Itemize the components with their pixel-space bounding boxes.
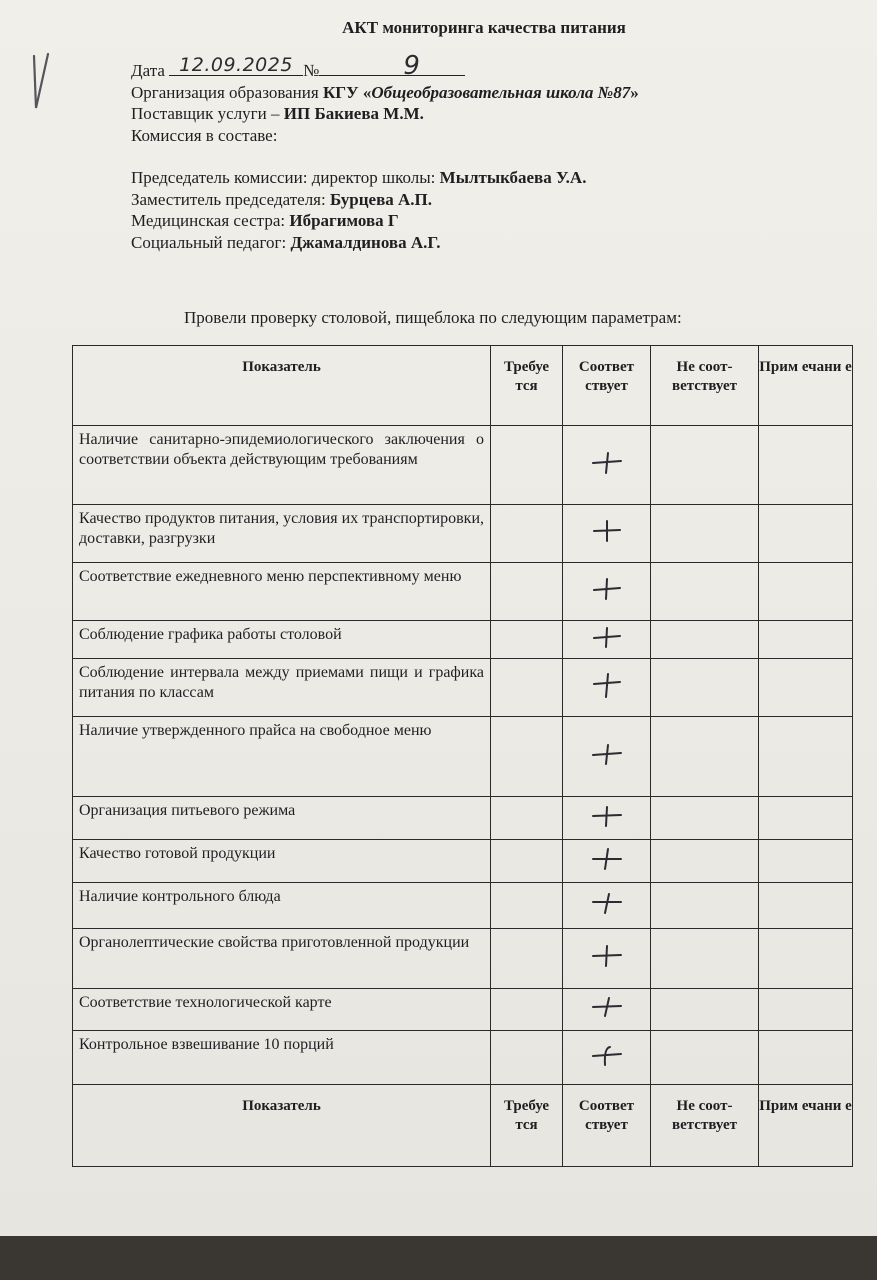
cell-required: [491, 840, 563, 883]
cell-required: [491, 929, 563, 989]
header-not-complies: Не соот-ветствует: [651, 346, 759, 426]
row-indicator: Соблюдение графика работы столовой: [73, 621, 491, 659]
cell-required: [491, 505, 563, 563]
cell-not-complies: [651, 505, 759, 563]
cell-required: [491, 717, 563, 797]
member-name: Мылтыкбаева У.А.: [439, 168, 587, 187]
table-row: [73, 563, 853, 621]
cell-complies: [563, 989, 651, 1031]
member-role: Социальный педагог:: [131, 232, 287, 252]
table-row: [73, 621, 853, 659]
cell-complies: [563, 621, 651, 659]
cell-complies: [563, 426, 651, 505]
cell-not-complies: [651, 989, 759, 1031]
member-line: [131, 189, 639, 211]
plus-mark-icon: [590, 803, 624, 829]
member-name: Бурцева А.П.: [329, 189, 433, 209]
table-row: [73, 426, 853, 505]
member-line: [131, 210, 639, 232]
org-value-suffix: »: [630, 82, 639, 102]
cell-note: [759, 563, 853, 621]
plus-mark-icon: [590, 741, 624, 767]
inspection-table: [72, 345, 853, 1167]
cell-note: [759, 1031, 853, 1085]
member-line: [131, 167, 639, 189]
member-role: Председатель комиссии: директор школы:: [131, 168, 436, 187]
cell-required: [491, 797, 563, 840]
header-complies: Соответ ствует: [563, 1085, 651, 1167]
table-row: [73, 505, 853, 563]
cell-not-complies: [651, 883, 759, 929]
commission-label: Комиссия в составе:: [131, 125, 278, 145]
cell-note: [759, 883, 853, 929]
member-name: Ибрагимова Г: [289, 211, 399, 230]
table-header-row: [73, 346, 853, 426]
header-indicator: Показатель: [73, 1085, 491, 1167]
cell-required: [491, 989, 563, 1031]
cell-complies: [563, 563, 651, 621]
number-field: [319, 50, 465, 81]
table-row: [73, 883, 853, 929]
org-line: [131, 82, 639, 104]
cell-complies: [563, 1031, 651, 1085]
cell-note: [759, 505, 853, 563]
row-indicator: Качество готовой продукции: [73, 840, 491, 883]
number-label: №: [303, 61, 320, 80]
header-note: Прим ечани е: [759, 346, 853, 426]
header-note: Прим ечани е: [759, 1085, 853, 1167]
plus-mark-icon: [590, 624, 624, 650]
cell-note: [759, 426, 853, 505]
cell-not-complies: [651, 659, 759, 717]
cell-required: [491, 1031, 563, 1085]
row-indicator: Соответствие технологической карте: [73, 989, 491, 1031]
cell-required: [491, 563, 563, 621]
header-complies: Соответ ствует: [563, 346, 651, 426]
cell-not-complies: [651, 563, 759, 621]
table-row: [73, 840, 853, 883]
date-label: Дата: [131, 61, 165, 80]
table-row: [73, 659, 853, 717]
table-row: [73, 1031, 853, 1085]
date-line: [131, 50, 639, 82]
org-label: Организация образования: [131, 82, 319, 102]
cell-not-complies: [651, 1031, 759, 1085]
plus-mark-icon: [590, 1042, 624, 1068]
handwritten-check-icon: [28, 50, 54, 112]
row-indicator: Органолептические свойства приготовленной продукции: [73, 929, 491, 989]
cell-complies: [563, 659, 651, 717]
plus-mark-icon: [590, 518, 624, 544]
cell-complies: [563, 840, 651, 883]
plus-mark-icon: [590, 450, 624, 476]
table-row: [73, 797, 853, 840]
cell-note: [759, 621, 853, 659]
row-indicator: Соответствие ежедневного меню перспективному меню: [73, 563, 491, 621]
number-value: 9: [403, 50, 420, 81]
cell-complies: [563, 797, 651, 840]
header-required: Требуе тся: [491, 346, 563, 426]
intro-text: Провели проверку столовой, пищеблока по следующим параметрам:: [184, 308, 682, 327]
document-title: АКТ мониторинга качества питания: [342, 18, 626, 37]
cell-not-complies: [651, 797, 759, 840]
cell-note: [759, 989, 853, 1031]
row-indicator: Качество продуктов питания, условия их транспортировки, доставки, разгрузки: [73, 505, 491, 563]
plus-mark-icon: [590, 943, 624, 969]
supplier-label: Поставщик услуги –: [131, 104, 280, 123]
row-indicator: Контрольное взвешивание 10 порций: [73, 1031, 491, 1085]
row-indicator: Организация питьевого режима: [73, 797, 491, 840]
cell-complies: [563, 505, 651, 563]
cell-note: [759, 797, 853, 840]
supplier-line: [131, 103, 639, 125]
cell-note: [759, 929, 853, 989]
cell-complies: [563, 929, 651, 989]
member-name: Джамалдинова А.Г.: [290, 232, 441, 252]
plus-mark-icon: [590, 846, 624, 872]
org-value-name: Общеобразовательная школа №87: [371, 82, 631, 102]
table-row: [73, 929, 853, 989]
cell-not-complies: [651, 840, 759, 883]
table-header-row-repeat: [73, 1085, 853, 1167]
cell-complies: [563, 717, 651, 797]
cell-complies: [563, 883, 651, 929]
row-indicator: Наличие утвержденного прайса на свободное меню: [73, 717, 491, 797]
row-indicator: Наличие санитарно-эпидемиологического заключения о соответствии объекта действующим требованиям: [73, 426, 491, 505]
header-required: Требуе тся: [491, 1085, 563, 1167]
cell-required: [491, 426, 563, 505]
member-line: [131, 232, 639, 254]
header-indicator: Показатель: [73, 346, 491, 426]
plus-mark-icon: [590, 672, 624, 698]
member-role: Медицинская сестра:: [131, 211, 286, 230]
cell-note: [759, 840, 853, 883]
row-indicator: Наличие контрольного блюда: [73, 883, 491, 929]
header-not-complies: Не соот-ветствует: [651, 1085, 759, 1167]
cell-note: [759, 659, 853, 717]
cell-not-complies: [651, 426, 759, 505]
date-field: [169, 53, 303, 76]
cell-required: [491, 659, 563, 717]
cell-not-complies: [651, 929, 759, 989]
cell-not-complies: [651, 621, 759, 659]
table-row: [73, 989, 853, 1031]
plus-mark-icon: [590, 890, 624, 916]
member-role: Заместитель председателя:: [131, 189, 326, 209]
plus-mark-icon: [590, 994, 624, 1020]
cell-not-complies: [651, 717, 759, 797]
cell-required: [491, 883, 563, 929]
supplier-value: ИП Бакиева М.М.: [283, 104, 424, 123]
document-header: [131, 50, 639, 253]
cell-required: [491, 621, 563, 659]
table-row: [73, 717, 853, 797]
org-value-prefix: КГУ «: [322, 82, 372, 102]
date-value: 12.09.2025: [179, 53, 293, 76]
row-indicator: Соблюдение интервала между приемами пищи и графика питания по классам: [73, 659, 491, 717]
cell-note: [759, 717, 853, 797]
plus-mark-icon: [590, 576, 624, 602]
